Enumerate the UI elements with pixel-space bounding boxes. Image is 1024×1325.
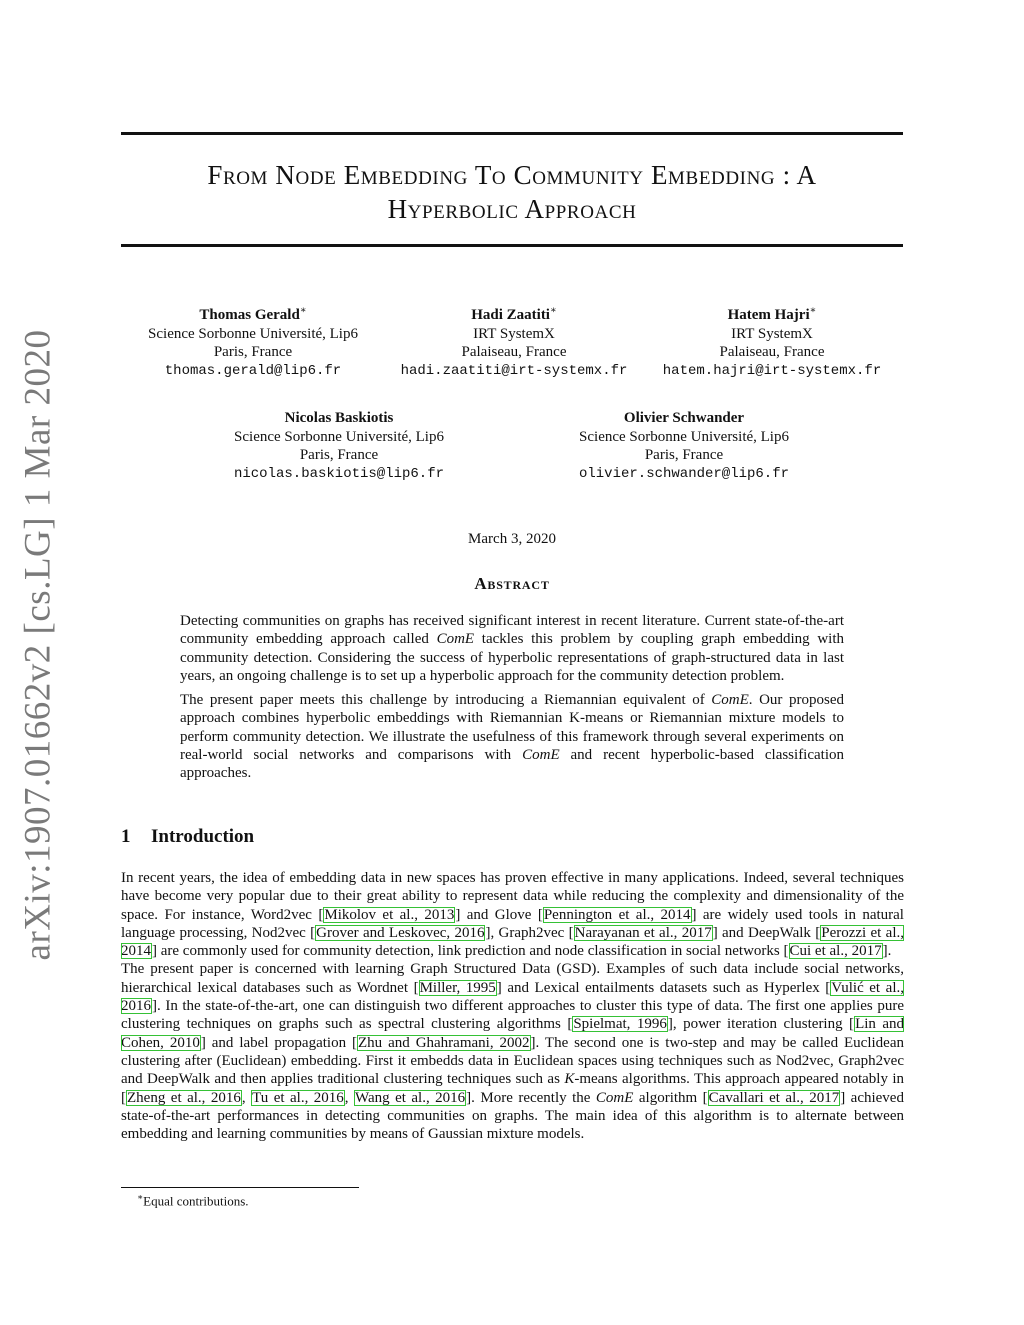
citation-link[interactable]: Narayanan et al., 2017 bbox=[574, 924, 712, 941]
author-location: Paris, France bbox=[299, 447, 379, 463]
citation-link[interactable]: Tu et al., 2016 bbox=[252, 1089, 344, 1106]
author-email[interactable]: olivier.schwander@lip6.fr bbox=[578, 465, 790, 482]
footnote-text: Equal contributions. bbox=[143, 1193, 249, 1209]
citation-link[interactable]: Mikolov et al., 2013 bbox=[324, 906, 455, 923]
author-location: Paris, France bbox=[213, 344, 293, 360]
citation-link[interactable]: Wang et al., 2016 bbox=[355, 1089, 466, 1106]
abstract-paragraph-2: The present paper meets this challenge by introducing a Riemannian equivalent of ComE. Our proposed approach combines hyperbolic embeddings with Riemannian K-means or Riemannian mixture models to perform community detection. We illustrate the usefulness of this framework through several experiments on real-world social networks and comparisons with ComE and recent hyperbolic-based classification approaches. bbox=[180, 692, 845, 782]
section-title: Introduction bbox=[151, 826, 255, 847]
author-block-5 bbox=[579, 409, 789, 483]
author-location: Palaiseau, France bbox=[719, 344, 825, 360]
section-heading-introduction bbox=[121, 826, 254, 848]
author-affiliation: Science Sorbonne Université, Lip6 bbox=[579, 428, 789, 445]
citation-link[interactable]: Grover and Leskovec, 2016 bbox=[316, 924, 485, 941]
author-name: Thomas Gerald bbox=[199, 307, 300, 323]
citation-link[interactable]: Cavallari et al., 2017 bbox=[708, 1089, 840, 1106]
author-email[interactable]: hadi.zaatiti@irt-systemx.fr bbox=[400, 362, 628, 379]
citation-link[interactable]: Zheng et al., 2016 bbox=[127, 1089, 241, 1106]
citation-link[interactable]: Vulić et al., 2016 bbox=[121, 979, 904, 1015]
author-email[interactable]: hatem.hajri@irt-systemx.fr bbox=[662, 362, 882, 379]
author-location: Palaiseau, France bbox=[461, 344, 567, 360]
abstract-paragraph-1: Detecting communities on graphs has received significant interest in recent literature. Current state-of-the-art community embedding approach called ComE tackles this problem by coupling graph embedding with community detection. Considering the success of hyperbolic representations of graph-structured data in last years, an ongoing challenge is to set up a hyperbolic approach for the community detection problem. bbox=[180, 613, 844, 684]
paper-date: March 3, 2020 bbox=[468, 531, 556, 547]
paper-title bbox=[121, 158, 903, 226]
author-block-2 bbox=[401, 306, 628, 380]
intro-paragraph-1: In recent years, the idea of embedding data in new spaces has proven effective in many applications. Indeed, several techniques have become very popular due to their great ability to represent data while reducing the complexity and dimensionality of the space. For instance, Word2vec [Mikolov et al., 2013] and Glove [Pennington et al., 2014] are widely used tools in natural language processing, Nod2vec [Grover and Leskovec, 2016], Graph2vec [Narayanan et al., 2017] and DeepWalk [Perozzi et al., 2014] are commonly used for community detection, link prediction and node classification in social networks [Cui et al., 2017]. bbox=[121, 870, 904, 960]
footnote-rule bbox=[121, 1187, 359, 1188]
citation-link[interactable]: Spielmat, 1996 bbox=[573, 1016, 667, 1033]
title-rule-top bbox=[121, 132, 903, 135]
author-affiliation: Science Sorbonne Université, Lip6 bbox=[234, 428, 444, 445]
author-name: Olivier Schwander bbox=[623, 410, 745, 426]
equal-contribution-mark: ∗ bbox=[549, 305, 557, 316]
intro-paragraph-2: The present paper is concerned with learning Graph Structured Data (GSD). Examples of such data include social networks, hierarchical lexical databases such as Wordnet [Miller, 1995] and Lexical entailments datasets such as Hyperlex [Vulić et al., 2016]. In the state-of-the-art, one can distinguish two different approaches to cluster this type of data. The first one applies pure clustering techniques on graphs such as spectral clustering algorithms [Spielmat, 1996], power iteration clustering [Lin and Cohen, 2010] and label propagation [Zhu and Ghahramani, 2002]. The second one is two-step and may be called Euclidean clustering after (Euclidean) embedding. First it embedds data in Euclidean spaces using techniques such as Nod2vec, Graph2vec and DeepWalk and then applies traditional clustering techniques such as K-means algorithms. This approach appeared notably in [Zheng et al., 2016, Tu et al., 2016, Wang et al., 2016]. More recently the ComE algorithm [Cavallari et al., 2017] achieved state-of-the-art performances in detecting communities on graphs. The main idea of this algorithm is to alternate between embedding and learning communities by means of Gaussian mixture models. bbox=[121, 961, 905, 1143]
arxiv-identifier-stamp: arXiv:1907.01662v2 [cs.LG] 1 Mar 2020 bbox=[17, 329, 59, 961]
title-line-1: From Node Embedding To Community Embedding : A bbox=[207, 160, 817, 190]
citation-link[interactable]: Pennington et al., 2014 bbox=[543, 906, 691, 923]
author-name: Nicolas Baskiotis bbox=[284, 410, 394, 426]
author-affiliation: IRT SystemX bbox=[473, 325, 555, 342]
equal-contribution-mark: ∗ bbox=[809, 305, 817, 316]
author-block-3 bbox=[663, 306, 881, 380]
abstract-body bbox=[180, 612, 844, 789]
equal-contribution-mark: ∗ bbox=[299, 305, 307, 316]
title-rule-bottom bbox=[121, 244, 903, 247]
author-name: Hadi Zaatiti bbox=[471, 307, 550, 323]
title-line-2: Hyperbolic Approach bbox=[387, 194, 637, 224]
abstract-heading: Abstract bbox=[474, 574, 550, 593]
author-location: Paris, France bbox=[644, 447, 724, 463]
author-email[interactable]: thomas.gerald@lip6.fr bbox=[164, 362, 342, 379]
author-affiliation: IRT SystemX bbox=[731, 325, 813, 342]
section-number: 1 bbox=[121, 826, 131, 847]
author-block-1 bbox=[148, 306, 358, 380]
citation-link[interactable]: Perozzi et al., 2014 bbox=[121, 924, 904, 960]
author-name: Hatem Hajri bbox=[727, 307, 810, 323]
citation-link[interactable]: Lin and Cohen, 2010 bbox=[121, 1016, 905, 1051]
introduction-body bbox=[121, 869, 904, 1143]
citation-link[interactable]: Zhu and Ghahramani, 2002 bbox=[358, 1034, 530, 1051]
citation-link[interactable]: Miller, 1995 bbox=[419, 979, 496, 996]
footnote bbox=[137, 1192, 249, 1209]
author-email[interactable]: nicolas.baskiotis@lip6.fr bbox=[233, 465, 445, 482]
author-block-4 bbox=[234, 409, 444, 483]
footnote-mark: ∗ bbox=[137, 1192, 144, 1202]
author-affiliation: Science Sorbonne Université, Lip6 bbox=[148, 325, 358, 342]
citation-link[interactable]: Cui et al., 2017 bbox=[789, 943, 882, 960]
